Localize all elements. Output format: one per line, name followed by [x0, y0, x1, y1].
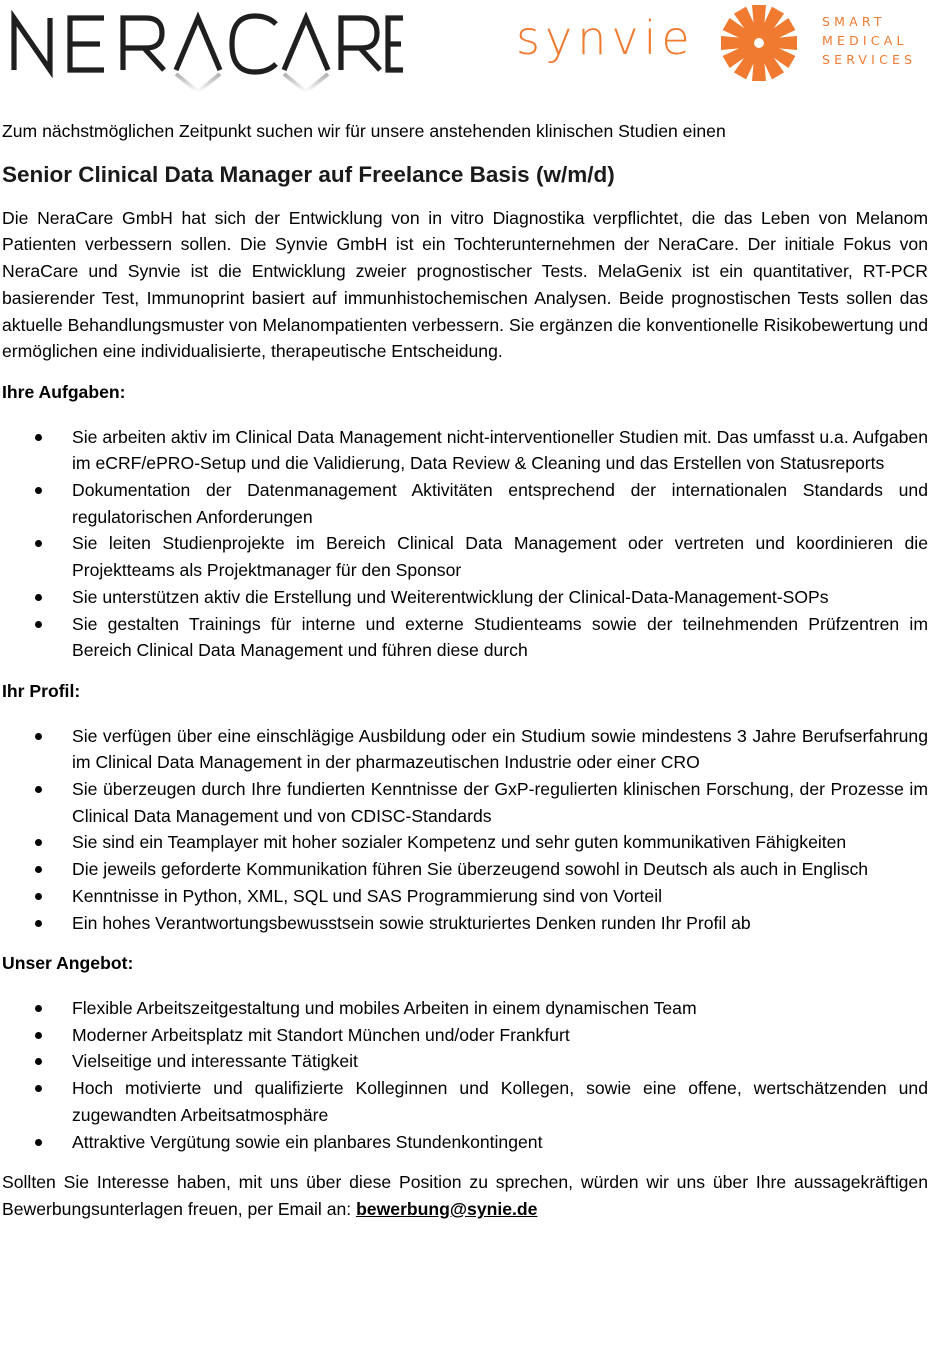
profile-list: [2, 723, 928, 937]
bullet-icon: [35, 866, 42, 873]
synvie-sun-icon: [718, 2, 800, 84]
list-item: [2, 829, 928, 856]
job-title: Senior Clinical Data Manager auf Freelance Basis (w/m/d): [2, 161, 615, 187]
bullet-icon: [35, 1058, 42, 1065]
bullet-icon: [35, 540, 42, 547]
intro-text: Zum nächstmöglichen Zeitpunkt suchen wir für unsere anstehenden klinischen Studien einen: [2, 121, 726, 141]
bullet-icon: [35, 487, 42, 494]
list-item: [2, 776, 928, 829]
list-item-text: Sie sind ein Teamplayer mit hoher sozialer Kompetenz und sehr guten kommunikativen Fähigkeiten: [72, 832, 847, 853]
list-item: [2, 1022, 928, 1049]
list-item-text: Moderner Arbeitsplatz mit Standort München und/oder Frankfurt: [72, 1024, 570, 1045]
header: [0, 0, 930, 110]
list-item: [2, 530, 928, 583]
bullet-icon: [35, 786, 42, 793]
tagline-line: SMART: [822, 14, 886, 29]
list-item: [2, 611, 928, 664]
list-item-text: Hoch motivierte und qualifizierte Kolleginnen und Kollegen, sowie eine offene, wertschätzenden und zugewandten Arbeitsatmosphäre: [72, 1078, 928, 1125]
email-link[interactable]: bewerbung@synie.de: [356, 1198, 538, 1219]
list-item-text: Dokumentation der Datenmanagement Aktivitäten entsprechend der internationalen Standards und regulatorischen Anforderungen: [72, 480, 928, 527]
list-item-text: Sie überzeugen durch Ihre fundierten Kenntnisse der GxP-regulierten klinischen Forschung, der Prozesse im Clinical Data Management und von CDISC-Standards: [72, 779, 928, 826]
list-item: [2, 856, 928, 883]
bullet-icon: [35, 621, 42, 628]
bullet-icon: [35, 733, 42, 740]
bullet-icon: [35, 1085, 42, 1092]
offer-list: [2, 995, 928, 1155]
list-item-text: Kenntnisse in Python, XML, SQL und SAS Programmierung sind von Vorteil: [72, 885, 663, 906]
list-item: [2, 1075, 928, 1128]
bullet-icon: [35, 1005, 42, 1012]
bullet-icon: [35, 839, 42, 846]
list-item: [2, 1129, 928, 1156]
list-item: [2, 723, 928, 776]
section-heading-tasks: Ihre Aufgaben:: [2, 381, 126, 402]
list-item-text: Sie gestalten Trainings für interne und externe Studienteams sowie der teilnehmenden Prüfzentren im Bereich Clinical Data Management und führen diese durch: [72, 613, 928, 661]
list-item-text: Sie leiten Studienprojekte im Bereich Clinical Data Management oder vertreten und koordinieren die Projektteams als Projektmanager für den Sponsor: [72, 533, 928, 581]
tasks-list: [2, 424, 928, 664]
tagline-line: MEDICAL: [822, 33, 908, 48]
bullet-icon: [35, 1139, 42, 1146]
bullet-icon: [35, 893, 42, 900]
neracare-logo: [8, 4, 403, 94]
tagline-line: SERVICES: [822, 52, 917, 67]
bullet-icon: [35, 920, 42, 927]
company-description: Die NeraCare GmbH hat sich der Entwicklung von in vitro Diagnostika verpflichtet, die das Leben von Melanom Patienten verbessern sollen. Die Synvie GmbH ist ein Tochterunternehmen der NeraCare. Der initiale Fokus von NeraCare und Synvie ist die Entwicklung zweier prognostischer Tests. MelaGenix ist ein quantitativer, RT-PCR basierender Test, Immunoprint basiert auf immunhistochemischen Analysen. Beide prognostischen Tests sollen das aktuelle Behandlungsmuster von Melanompatienten verbessern. Sie ergänzen die konventionelle Risikobewertung und ermöglichen eine individualisierte, therapeutische Entscheidung.: [2, 207, 928, 362]
list-item-text: Sie unterstützen aktiv die Erstellung und Weiterentwicklung der Clinical-Data-Management-SOPs: [72, 586, 829, 607]
list-item-text: Vielseitige und interessante Tätigkeit: [72, 1051, 358, 1072]
list-item: [2, 883, 928, 910]
list-item-text: Sie verfügen über eine einschlägige Ausbildung oder ein Studium sowie mindestens 3 Jahre Berufserfahrung im Clinical Data Management in der pharmazeutischen Industrie oder einer CRO: [72, 725, 928, 773]
section-heading-offer: Unser Angebot:: [2, 953, 134, 974]
list-item-text: Die jeweils geforderte Kommunikation führen Sie überzeugend sowohl in Deutsch als auch in Englisch: [72, 859, 869, 880]
list-item-text: Sie arbeiten aktiv im Clinical Data Management nicht-interventioneller Studien mit. Das umfasst u.a. Aufgaben im eCRF/ePRO-Setup und die Validierung, Data Review & Cleaning und das Erstellen von Statusreports: [72, 426, 928, 474]
list-item: [2, 477, 928, 530]
job-posting-body: [2, 118, 928, 1223]
closing-paragraph: [2, 1169, 928, 1222]
list-item: [2, 424, 928, 477]
list-item: [2, 584, 928, 611]
list-item-text: Flexible Arbeitszeitgestaltung und mobiles Arbeiten in einem dynamischen Team: [72, 997, 697, 1018]
list-item: [2, 1048, 928, 1075]
closing-text: Sollten Sie Interesse haben, mit uns über diese Position zu sprechen, würden wir uns über Ihre aussagekräftigen Bewerbungsunterlagen freuen, per Email an:: [2, 1172, 928, 1219]
bullet-icon: [35, 594, 42, 601]
list-item-text: Attraktive Vergütung sowie ein planbares Stundenkontingent: [72, 1131, 543, 1152]
synvie-logo-text: synvie: [516, 11, 695, 65]
bullet-icon: [35, 434, 42, 441]
list-item: [2, 910, 928, 937]
bullet-icon: [35, 1032, 42, 1039]
section-heading-profile: Ihr Profil:: [2, 680, 81, 701]
synvie-tagline: [822, 12, 916, 69]
list-item-text: Ein hohes Verantwortungsbewusstsein sowie strukturiertes Denken runden Ihr Profil ab: [72, 912, 751, 933]
list-item: [2, 995, 928, 1022]
